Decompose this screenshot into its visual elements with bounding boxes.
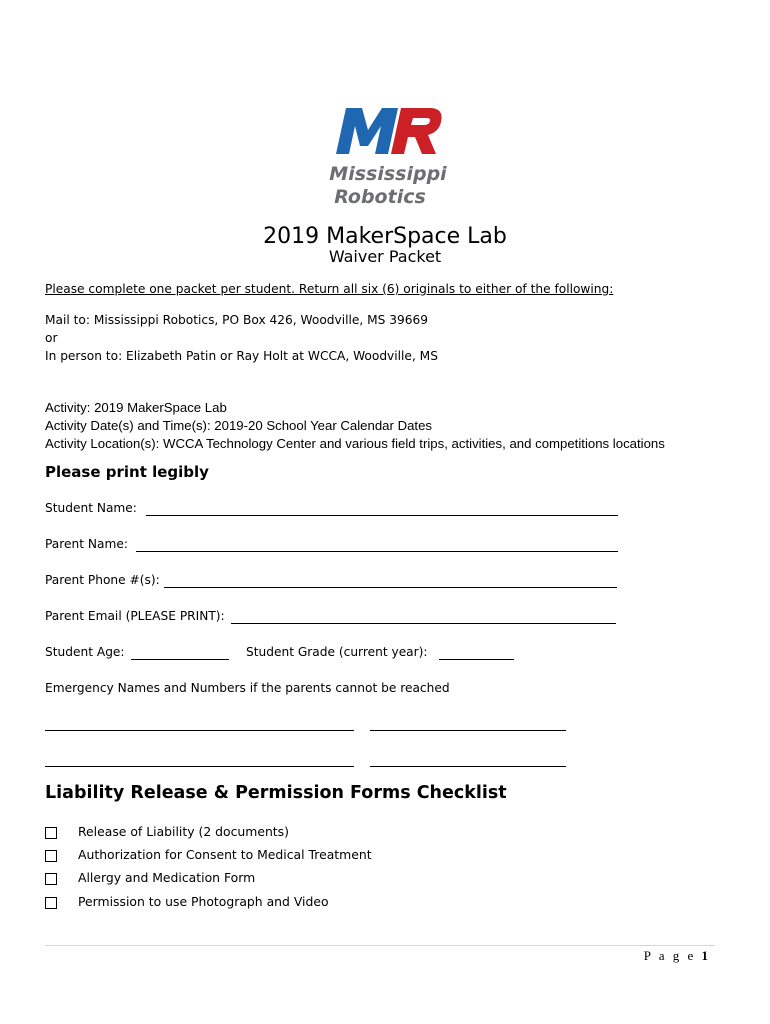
- checkbox[interactable]: [45, 850, 57, 862]
- page-label: P a g e: [643, 948, 696, 963]
- emergency-number-field-2[interactable]: [370, 766, 566, 767]
- instructions-text: Please complete one packet per student. Return all six (6) originals to either of the following:: [45, 282, 614, 296]
- student-age-label: Student Age:: [45, 645, 125, 659]
- student-age-field[interactable]: [131, 659, 229, 660]
- activity-locations: Activity Location(s): WCCA Technology Center and various field trips, activities, and competitions locations: [45, 436, 665, 451]
- emergency-number-field-1[interactable]: [370, 730, 566, 731]
- print-legibly-heading: Please print legibly: [45, 463, 209, 481]
- checkbox[interactable]: [45, 827, 57, 839]
- page-footer: [644, 948, 708, 964]
- checklist-item-label: Release of Liability (2 documents): [78, 824, 289, 839]
- address-or: or: [45, 331, 58, 345]
- activity-name: Activity: 2019 MakerSpace Lab: [45, 400, 227, 415]
- emergency-label: Emergency Names and Numbers if the parents cannot be reached: [45, 681, 450, 695]
- page-number: 1: [701, 948, 708, 963]
- student-grade-field[interactable]: [439, 659, 514, 660]
- checklist-item-label: Authorization for Consent to Medical Treatment: [78, 847, 372, 862]
- mail-address: Mail to: Mississippi Robotics, PO Box 426, Woodville, MS 39669: [45, 313, 429, 327]
- activity-dates: Activity Date(s) and Time(s): 2019-20 School Year Calendar Dates: [45, 418, 433, 433]
- page-title: 2019 MakerSpace Lab: [263, 224, 507, 249]
- emergency-name-field-2[interactable]: [45, 766, 354, 767]
- checklist-item-label: Allergy and Medication Form: [78, 870, 256, 885]
- logo-line1: Mississippi: [329, 163, 447, 185]
- parent-name-label: Parent Name:: [45, 537, 128, 551]
- checkbox[interactable]: [45, 897, 57, 909]
- student-grade-label: Student Grade (current year):: [246, 645, 428, 659]
- page-subtitle: Waiver Packet: [328, 247, 442, 266]
- parent-email-label: Parent Email (PLEASE PRINT):: [45, 609, 225, 623]
- checkbox[interactable]: [45, 873, 57, 885]
- student-name-label: Student Name:: [45, 501, 137, 515]
- checklist-heading: Liability Release & Permission Forms Checklist: [45, 783, 507, 803]
- footer-divider: [45, 945, 715, 946]
- student-name-field[interactable]: [146, 515, 618, 516]
- logo-graphic: [318, 104, 458, 208]
- parent-phone-label: Parent Phone #(s):: [45, 573, 160, 587]
- checklist-item-label: Permission to use Photograph and Video: [78, 894, 329, 909]
- mississippi-robotics-logo: [318, 104, 458, 208]
- in-person-address: In person to: Elizabeth Patin or Ray Holt at WCCA, Woodville, MS: [45, 349, 438, 363]
- parent-name-field[interactable]: [136, 551, 618, 552]
- parent-phone-field[interactable]: [164, 587, 617, 588]
- emergency-name-field-1[interactable]: [45, 730, 354, 731]
- logo-line2: Robotics: [334, 186, 426, 208]
- parent-email-field[interactable]: [231, 623, 616, 624]
